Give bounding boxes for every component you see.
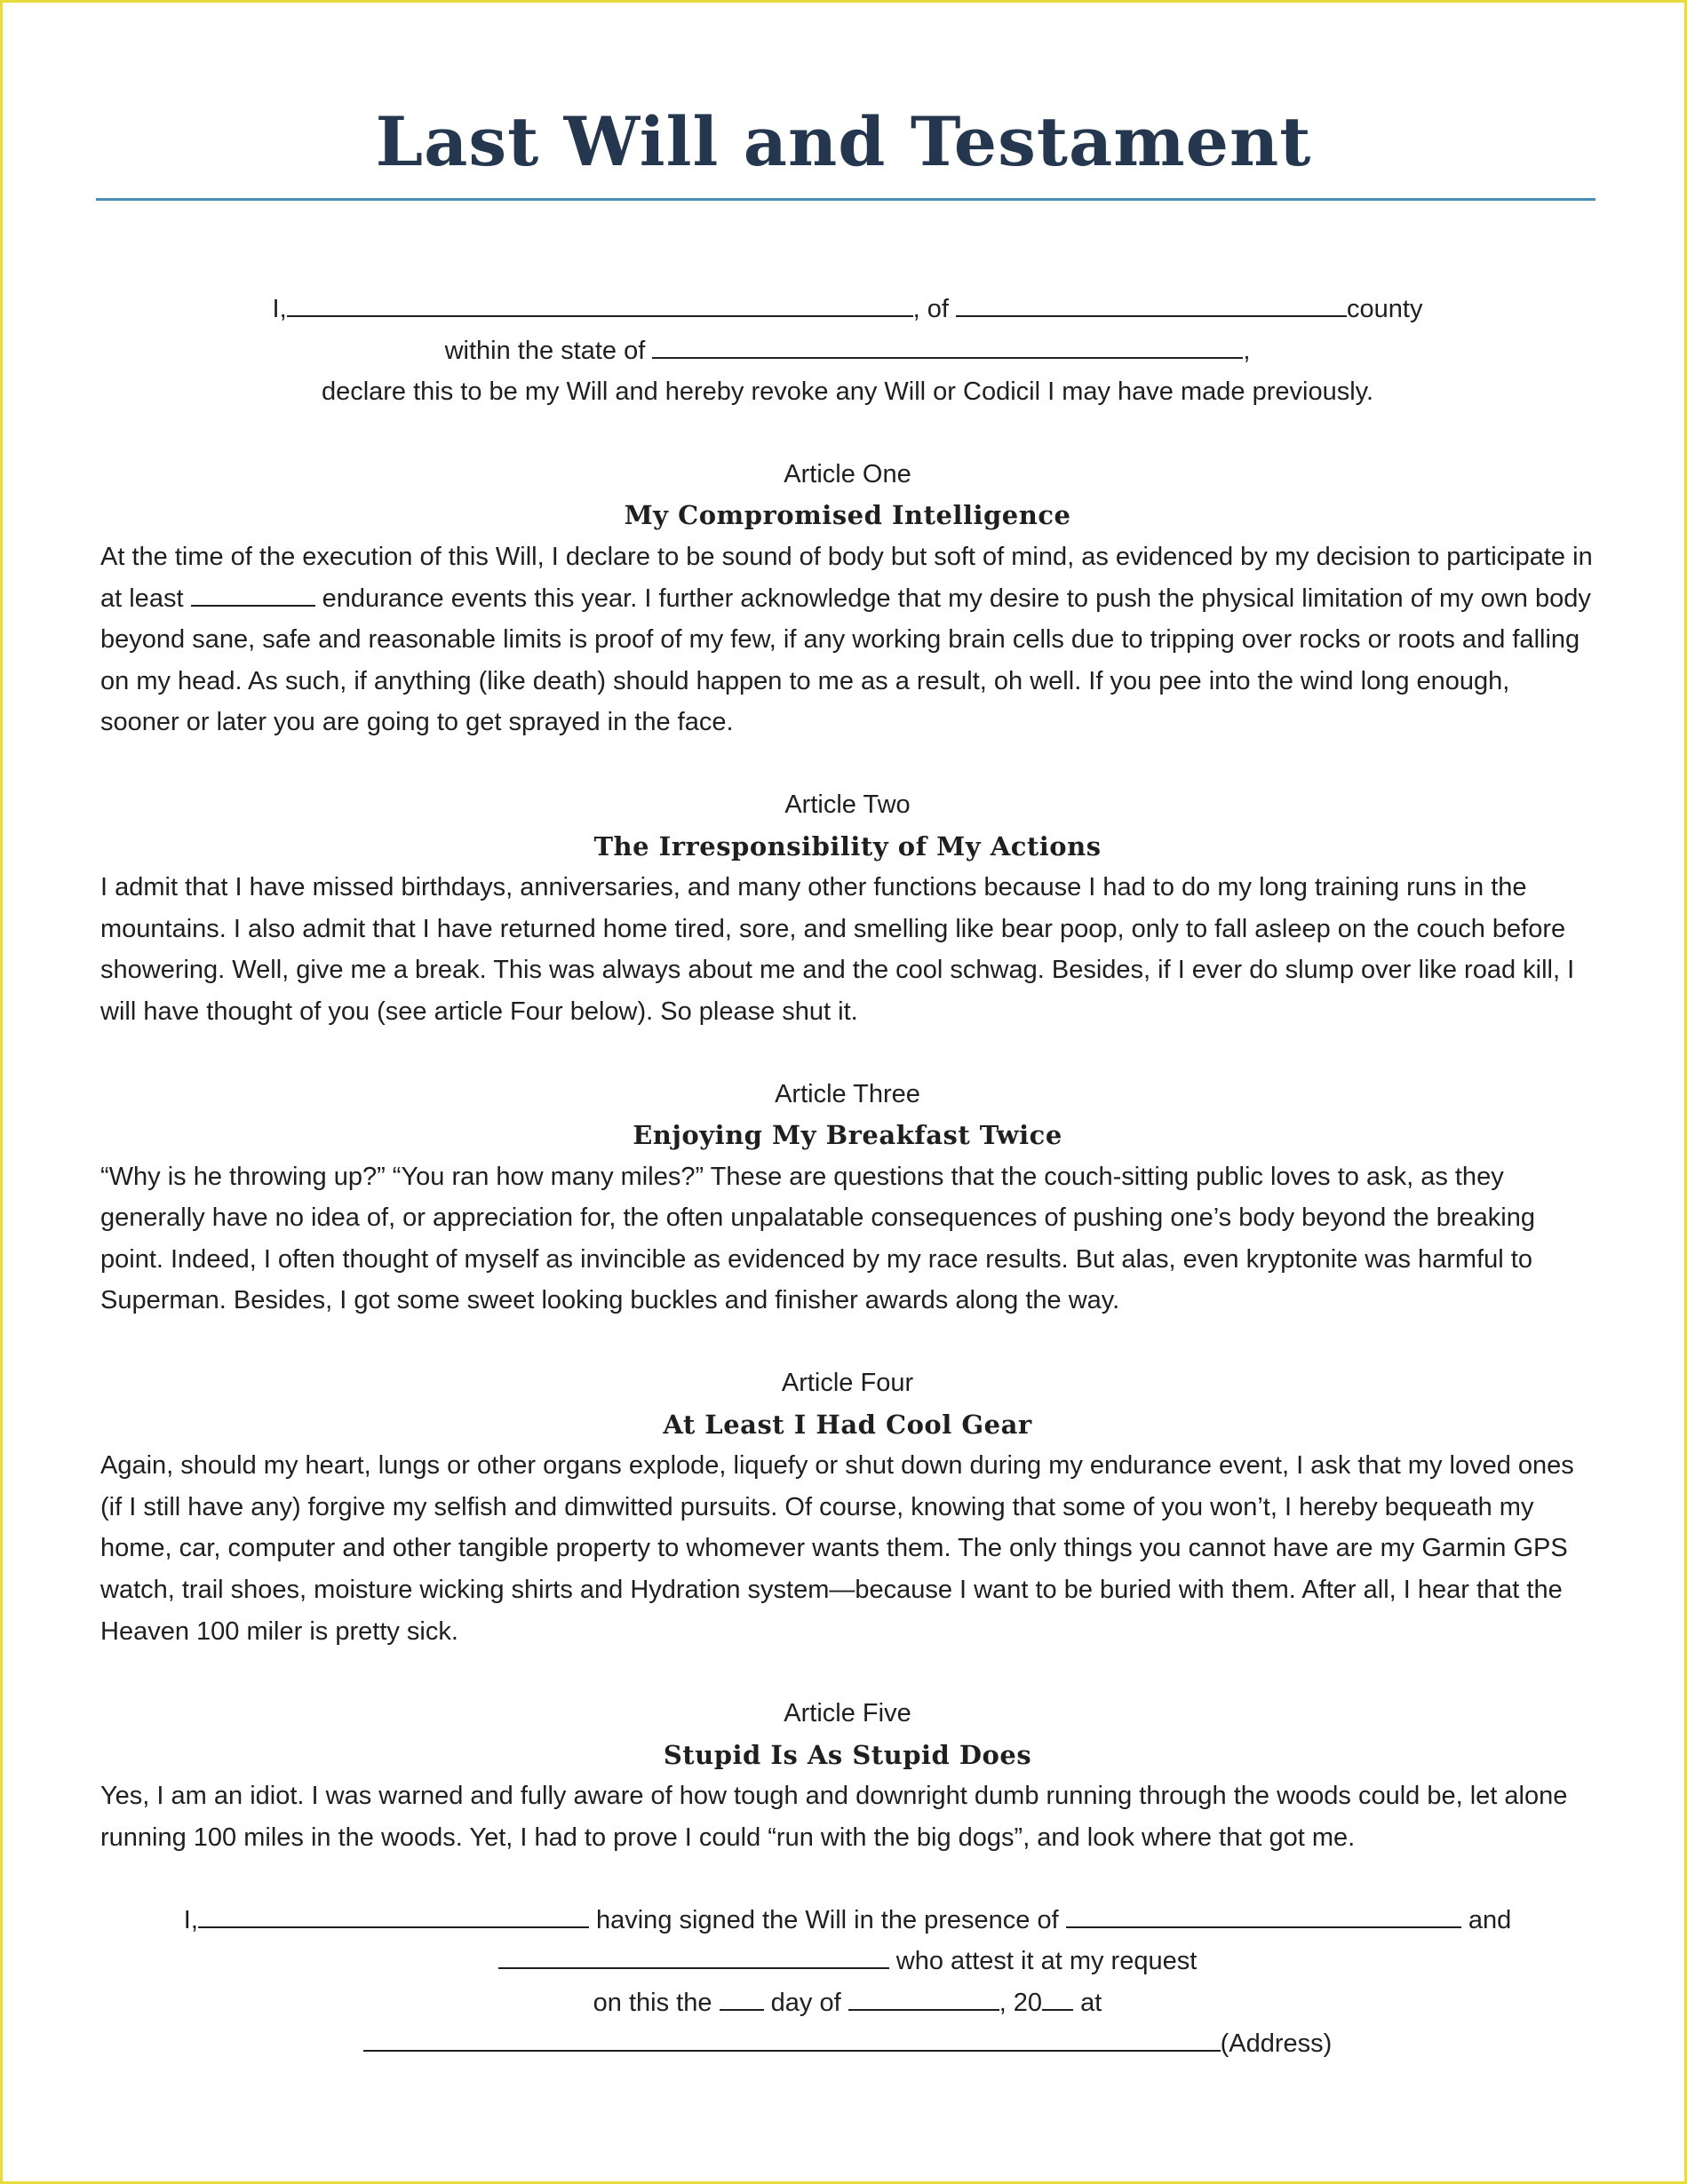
article-one-title: My Compromised Intelligence — [624, 500, 1071, 531]
article-four-title: At Least I Had Cool Gear — [663, 1409, 1032, 1440]
article-two-text: I admit that I have missed birthdays, anniversaries, and many other functions because I had to do my long training runs in the mountains. I also admit that I have returned home tired, sore, and smelling like bear poop, only to fall asleep on the couch before showering. Well, give me a break. This was always about me and the cool schwag. Besides, if I ever do slump over like road kill, I will have thought of you (see article Four below). So please shut it. — [100, 873, 1575, 1026]
closing-address-label: (Address) — [1220, 2029, 1333, 2059]
article-one-text-a: At the time of the execution of this Will, I declare to be sound of body but soft of mind, as evidenced by my decision to participate in at least — [100, 542, 1593, 613]
article-five-label: Article Five — [784, 1699, 911, 1728]
intro-line-1 — [100, 289, 1595, 330]
article-two-title: The Irresponsibility of My Actions — [593, 830, 1102, 862]
article-three-title: Enjoying My Breakfast Twice — [633, 1120, 1062, 1151]
article-three-text: “Why is he throwing up?” “You ran how many miles?” These are questions that the couch-sitting public loves to ask, as they generally have no idea of, or appreciation for, the often unpalatable consequences of pushing one’s body beyond the breaking point. Indeed, I often thought of myself as invincible as evidenced by my race results. But alas, even kryptonite was harmful to Superman. Besides, I got some sweet looking buckles and finisher awards along the way. — [100, 1162, 1535, 1315]
closing-line-2 — [100, 1941, 1595, 1982]
closing-presence-text: having signed the Will in the presence of — [595, 1905, 1059, 1934]
article-one-label: Article One — [784, 459, 911, 488]
month-blank[interactable] — [848, 1988, 999, 2011]
article-four-label: Article Four — [781, 1369, 914, 1398]
county-blank[interactable] — [956, 294, 1347, 317]
closing-year-prefix: , 20 — [999, 1988, 1043, 2017]
closing-line-1 — [100, 1900, 1595, 1942]
closing-on-this-text: on this the — [593, 1988, 712, 2017]
intro-comma: , — [1243, 336, 1251, 365]
state-blank[interactable] — [652, 336, 1243, 359]
spacer — [100, 1033, 1595, 1074]
intro-line-2 — [100, 330, 1595, 372]
spacer — [100, 743, 1595, 784]
article-one-text — [100, 536, 1595, 743]
article-three-label: Article Three — [775, 1079, 920, 1108]
article-five-title: Stupid Is As Stupid Does — [663, 1739, 1032, 1770]
intro-county-text: county — [1347, 295, 1423, 323]
closing-day-of-text: day of — [770, 1988, 841, 2017]
intro-state-text: within the state of — [444, 336, 646, 365]
events-count-blank[interactable] — [191, 584, 315, 607]
closing-line-4 — [100, 2023, 1595, 2065]
address-blank[interactable] — [363, 2029, 1221, 2052]
intro-of-text: , of — [912, 295, 949, 323]
witness-one-blank[interactable] — [1066, 1905, 1461, 1928]
closing-line-3 — [100, 1982, 1595, 2024]
document-title: Last Will and Testament — [375, 102, 1312, 181]
intro-i-text: I, — [272, 295, 287, 323]
name-blank[interactable] — [287, 294, 913, 317]
intro-line-3: declare this to be my Will and hereby revoke any Will or Codicil I may have made previously. — [321, 377, 1374, 407]
year-blank[interactable] — [1042, 1988, 1073, 2011]
article-one-text-b: endurance events this year. I further acknowledge that my desire to push the physical limitation of my own body beyond sane, safe and reasonable limits is proof of my few, if any working brain cells due to tripping over rocks or roots and falling on my head. As such, if anything (like death) should happen to me as a result, oh well. If you pee into the wind long enough, sooner or later you are going to get sprayed in the face. — [100, 584, 1591, 737]
title-underline — [96, 198, 1595, 201]
closing-i-text: I, — [183, 1905, 198, 1934]
closing-at-text: at — [1080, 1988, 1102, 2017]
closing-attest-text: who attest it at my request — [895, 1947, 1198, 1976]
article-two-label: Article Two — [784, 790, 911, 819]
article-five-text: Yes, I am an idiot. I was warned and fully aware of how tough and downright dumb running through the woods could be, let alone running 100 miles in the woods. Yet, I had to prove I could “run with the big dogs”, and look where that got me. — [100, 1782, 1568, 1852]
spacer — [100, 1322, 1595, 1362]
article-four-text: Again, should my heart, lungs or other organs explode, liquefy or shut down during my endurance event, I ask that my loved ones (if I still have any) forgive my selfish and dimwitted pursuits. Of course, knowing that some of you won’t, I hereby bequeath my home, car, computer and other tangible property to whomever wants them. The only things you cannot have are my Garmin GPS watch, trail shoes, moisture wicking shirts and Hydration system—because I want to be buried with them. After all, I hear that the Heaven 100 miler is pretty sick. — [100, 1451, 1574, 1646]
spacer — [100, 413, 1595, 454]
spacer — [100, 1859, 1595, 1900]
document-body — [100, 289, 1595, 2065]
spacer — [100, 1652, 1595, 1693]
signer-name-blank[interactable] — [198, 1905, 589, 1928]
witness-two-blank[interactable] — [498, 1946, 889, 1969]
closing-and-text: and — [1468, 1905, 1512, 1934]
day-blank[interactable] — [720, 1988, 764, 2011]
